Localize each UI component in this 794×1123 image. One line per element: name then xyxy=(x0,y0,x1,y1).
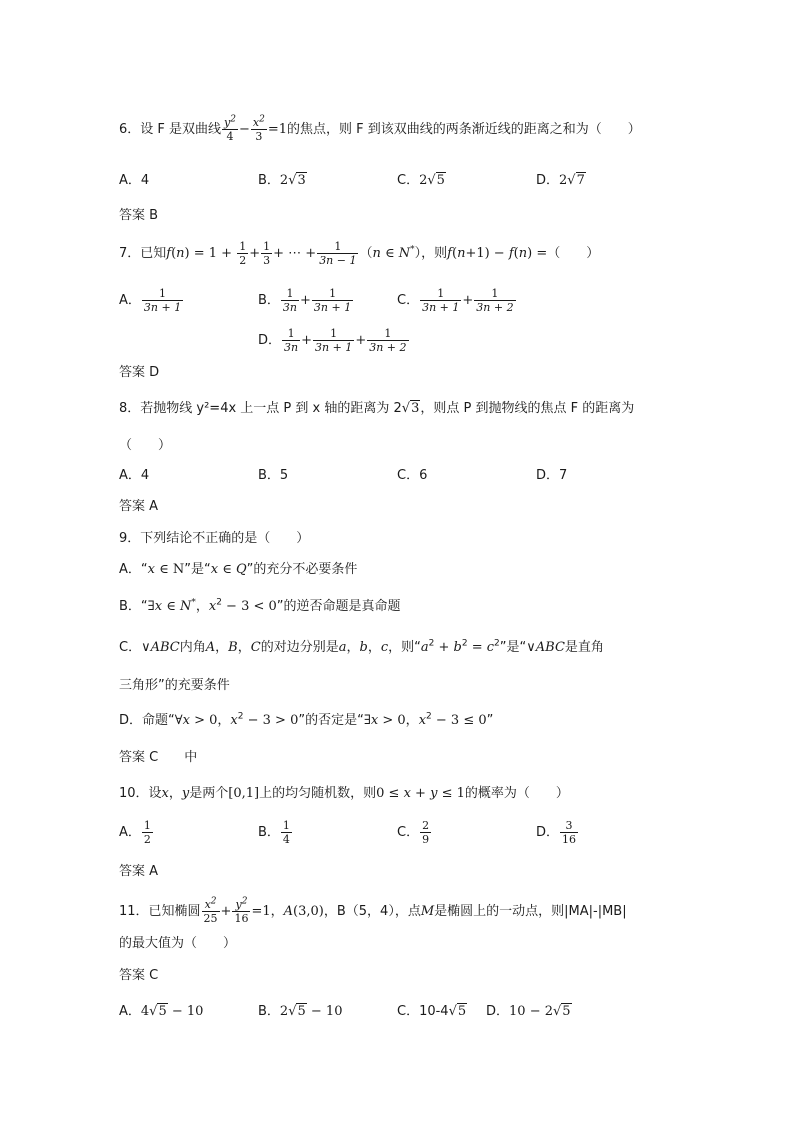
q11-stem-mid: ，B（5，4），点 xyxy=(323,904,421,919)
q8-option-c: C．6 xyxy=(397,468,428,483)
q9-option-d: D．命题“∀x > 0，$x^2 - 3 > 0$”的否定是“∃x > 0，$x^2 - 3 \le 0$” xyxy=(119,711,494,728)
q7-option-c-label: C． xyxy=(397,293,420,308)
q10-option-d: D． $\frac{3}{16}$ xyxy=(536,819,577,846)
q11-option-c-label: C．10-4 xyxy=(397,1004,449,1019)
q8-option-b: B．5 xyxy=(258,468,289,483)
q9-option-c-mid2: 的对边分别是 xyxy=(260,640,339,655)
q7-option-a: A． $\frac{1}{3n + 1}$ xyxy=(119,287,182,314)
frac-x2-3: $\frac{x^2}{3}$ xyxy=(252,114,265,143)
q6-option-b-label: B． xyxy=(258,173,280,188)
q11-option-d-label: D． xyxy=(486,1004,510,1019)
q8-option-a: A．4 xyxy=(119,468,150,483)
q11-answer: 答案 C xyxy=(119,968,159,983)
q6-stem-pre: 6．设 F 是双曲线 xyxy=(119,122,222,137)
q6-answer: 答案 B xyxy=(119,208,159,223)
q9-option-c-mid3: ，则“ xyxy=(388,640,421,655)
q7-option-b-label: B． xyxy=(258,293,280,308)
q7-stem-post: ，则 xyxy=(421,246,448,261)
q10-option-a: A． $\frac{1}{2}$ xyxy=(119,819,151,846)
q7-option-a-label: A． xyxy=(119,293,141,308)
q11-stem-end: 是椭圆上的一动点，则|MA|-|MB| xyxy=(434,904,627,919)
q11-stem-line2: 的最大值为（ ） xyxy=(119,936,237,951)
frac-1-3: $\frac{1}{3}$ xyxy=(263,240,271,267)
q9-stem: 9．下列结论不正确的是（ ） xyxy=(119,531,310,546)
q11-option-b: B．2√5 − 10 xyxy=(258,1004,343,1019)
q9-option-a-end: ”的充分不必要条件 xyxy=(246,562,358,577)
q9-option-d-pre: D．命题“ xyxy=(119,713,175,728)
q6-option-b: B．2√3 xyxy=(258,173,306,188)
q11-option-a-label: A． xyxy=(119,1004,141,1019)
q7-option-b: B． $\frac{1}{3n}$ + $\frac{1}{3n + 1}$ xyxy=(258,287,352,314)
q9-option-c-line2: 三角形”的充要条件 xyxy=(119,678,230,693)
q7-stem: 7．已知f(n) = 1 + $\frac{1}{2}$ + $\frac{1}{3}$ + ⋯ + $\frac{1}{3n - 1}$ （n ∈ N*），则f(n+1) − f(n) =（ ） xyxy=(119,240,600,267)
q10-stem-mid2: 上的均匀随机数，则 xyxy=(259,786,377,801)
q9-option-c: C．∨ABC内角A，B，C的对边分别是a，b，c，则“$a^2 + b^2 = c^2$”是“∨ABC是直角 xyxy=(119,638,604,655)
q10-option-b-label: B． xyxy=(258,825,280,840)
frac-1-3n-1: $\frac{1}{3n - 1}$ xyxy=(319,240,357,267)
q9-option-a: A．“x ∈ N”是“x ∈ Q”的充分不必要条件 xyxy=(119,562,358,577)
q8-option-d: D．7 xyxy=(536,468,568,483)
q10-option-c-label: C． xyxy=(397,825,420,840)
q9-option-d-end: ” xyxy=(486,713,494,728)
frac-y2-4: $\frac{y^2}{4}$ xyxy=(224,114,236,143)
q7-option-d: D． $\frac{1}{3n}$ + $\frac{1}{3n + 1}$ + $\frac{1}{3n + 2}$ xyxy=(258,327,407,354)
q7-stem-end: （ ） xyxy=(547,246,600,261)
q11-stem: 11．已知椭圆 $\frac{x^2}{25}$ + $\frac{y^2}{16}$ =1，A(3,0)，B（5，4），点M是椭圆上的一动点，则|MA|-|MB| xyxy=(119,896,627,925)
q10-stem-end: 的概率为（ ） xyxy=(464,786,569,801)
q7-option-c: C． $\frac{1}{3n + 1}$ + $\frac{1}{3n + 2}$ xyxy=(397,287,514,314)
q11-option-d: D．10 − 2√5 xyxy=(486,1004,571,1019)
q6-stem: 6．设 F 是双曲线 $\frac{y^2}{4}$ − $\frac{x^2}{3}$ =1的焦点，则 F 到该双曲线的两条渐近线的距离之和为（ ） xyxy=(119,114,641,143)
q10-option-c: C． $\frac{2}{9}$ xyxy=(397,819,430,846)
q7-stem-pre: 7．已知 xyxy=(119,246,167,261)
q10-stem-mid: 是两个 xyxy=(189,786,229,801)
q9-option-b-end: ”的逆否命题是真命题 xyxy=(276,599,401,614)
q10-option-d-label: D． xyxy=(536,825,560,840)
q11-option-a: A．4√5 − 10 xyxy=(119,1004,204,1019)
q9-option-d-mid: ”的否定是“ xyxy=(298,713,364,728)
q9-option-c-pre: C． xyxy=(119,640,142,655)
q6-option-d: D．2√7 xyxy=(536,173,585,188)
q9-option-c-mid4: ”是“ xyxy=(499,640,527,655)
q6-option-c-label: C． xyxy=(397,173,420,188)
q6-option-a-label: A．4 xyxy=(119,173,150,188)
q11-option-b-label: B． xyxy=(258,1004,280,1019)
q9-option-b-pre: B．“ xyxy=(119,599,148,614)
q10-option-a-label: A． xyxy=(119,825,141,840)
q10-stem: 10．设x，y是两个[0,1]上的均匀随机数，则0 ≤ x + y ≤ 1的概率为（ ） xyxy=(119,786,569,801)
q9-answer: 答案 C 中 xyxy=(119,750,198,765)
q11-option-c: C．10-4√5 xyxy=(397,1004,467,1019)
q7-option-d-label: D． xyxy=(258,333,282,348)
q7-answer: 答案 D xyxy=(119,365,160,380)
q10-option-b: B． $\frac{1}{4}$ xyxy=(258,819,290,846)
q10-stem-pre: 10．设 xyxy=(119,786,162,801)
q8-stem-post: ，则点 P 到抛物线的焦点 F 的距离为 xyxy=(420,401,635,416)
frac-1-2: $\frac{1}{2}$ xyxy=(239,240,247,267)
q6-option-d-label: D． xyxy=(536,173,560,188)
q9-option-a-pre: A．“ xyxy=(119,562,148,577)
q11-stem-pre: 11．已知椭圆 xyxy=(119,904,201,919)
q6-option-c: C．2√5 xyxy=(397,173,445,188)
q9-option-c-mid: 内角 xyxy=(179,640,206,655)
q8-stem: 8．若抛物线 y²=4x 上一点 P 到 x 轴的距离为 2√3，则点 P 到抛物线的焦点 F 的距离为 xyxy=(119,401,635,416)
q10-answer: 答案 A xyxy=(119,864,159,879)
q9-option-a-post: ”是“ xyxy=(184,562,211,577)
q8-stem-line2: （ ） xyxy=(119,438,172,453)
q9-option-b: B．“∃x ∈ N*，$x^2 - 3 < 0$”的逆否命题是真命题 xyxy=(119,597,401,614)
q6-option-a xyxy=(119,172,149,190)
q9-option-c-end: 是直角 xyxy=(564,640,604,655)
q6-stem-post: 的焦点，则 F 到该双曲线的两条渐近线的距离之和为（ ） xyxy=(287,122,641,137)
q8-stem-pre: 8．若抛物线 y²=4x 上一点 P 到 x 轴的距离为 2 xyxy=(119,401,402,416)
q8-answer: 答案 A xyxy=(119,499,159,514)
